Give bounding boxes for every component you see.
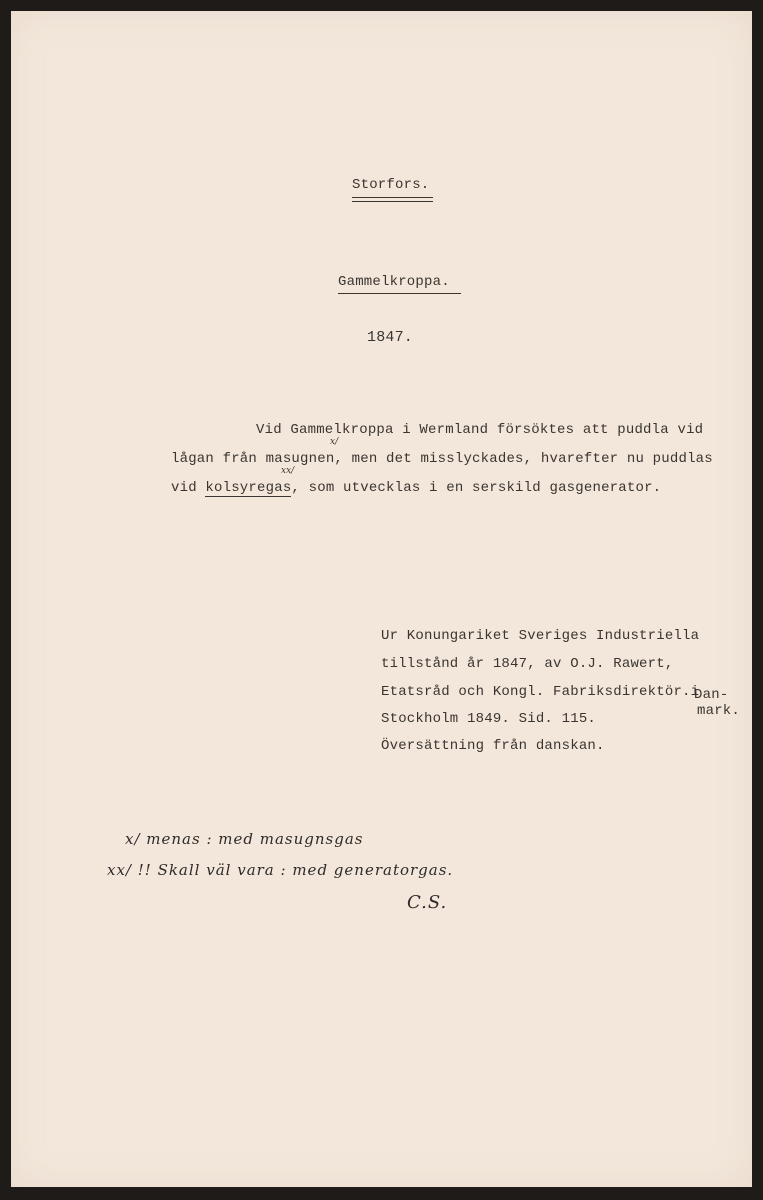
handwritten-note-2: xx/ !! Skall väl vara : med generatorgas.: [107, 861, 454, 879]
document-page: [11, 11, 752, 1187]
title-underline-bottom: [352, 201, 433, 202]
document-subtitle: Gammelkroppa.: [338, 274, 450, 290]
citation-line-5: Översättning från danskan.: [381, 738, 605, 754]
paragraph-line-3-end: , som utvecklas i en serskild gasgenerator.: [291, 480, 662, 496]
handwritten-note-1: x/ menas : med masugnsgas: [125, 830, 364, 848]
footnote-mark-1: x/: [330, 437, 339, 447]
citation-margin-dan: Dan-: [694, 687, 729, 703]
paragraph-line-2-end: men det misslyckades, hvarefter nu puddlas: [343, 451, 713, 467]
document-year: 1847.: [367, 329, 414, 346]
citation-line-4: Stockholm 1849. Sid. 115.: [381, 711, 597, 727]
subtitle-underline: [338, 293, 461, 294]
paragraph-line-3: [171, 480, 661, 496]
paragraph-line-2-start: lågan från masugnen,: [171, 451, 344, 467]
citation-line-1: Ur Konungariket Sveriges Industriella: [381, 628, 700, 644]
paragraph-line-3-start: vid: [171, 480, 206, 496]
citation-line-2: tillstånd år 1847, av O.J. Rawert,: [381, 656, 674, 672]
paragraph-line-2: [171, 451, 713, 467]
title-underline-top: [352, 197, 433, 198]
paragraph-line-1: Vid Gammelkroppa i Wermland försöktes att puddla vid: [256, 422, 704, 438]
citation-line-3: Etatsråd och Kongl. Fabriksdirektör.i: [381, 684, 700, 700]
underlined-term: kolsyregas: [205, 480, 292, 496]
document-title: Storfors.: [352, 177, 430, 193]
citation-margin-mark: mark.: [697, 703, 741, 719]
footnote-mark-2: xx/: [281, 466, 295, 476]
handwritten-signature: C.S.: [407, 892, 448, 913]
